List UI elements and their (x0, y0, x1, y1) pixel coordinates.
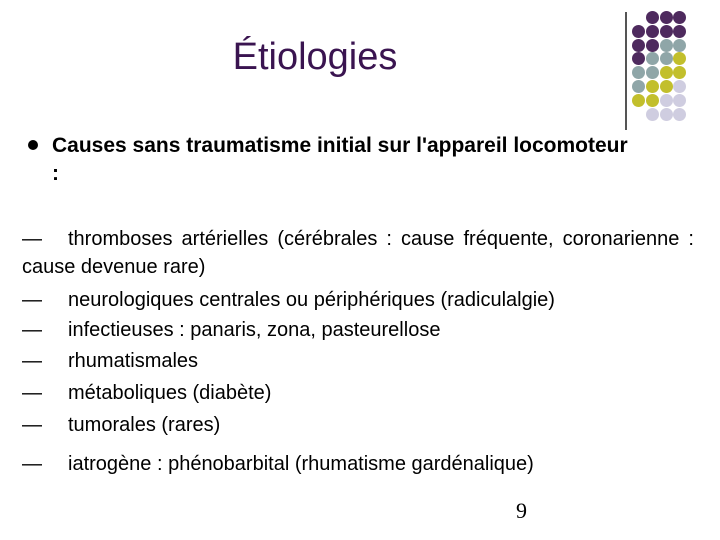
decorative-dot (646, 66, 659, 79)
dash-marker: — (22, 453, 42, 475)
decorative-dot-grid (0, 0, 720, 130)
decorative-dot (660, 52, 673, 65)
list-item-text: tumorales (rares) (68, 414, 221, 436)
page-number: 9 (516, 498, 527, 523)
decorative-dot (673, 52, 686, 65)
dash-marker: — (22, 319, 42, 341)
bullet-icon (28, 140, 38, 150)
decorative-dot (660, 108, 673, 121)
list-item-text: rhumatismales (68, 350, 199, 372)
decorative-dot (632, 80, 645, 93)
decorative-dot (660, 11, 673, 24)
decorative-dot (646, 39, 659, 52)
decorative-dot (660, 39, 673, 52)
decorative-dot (646, 52, 659, 65)
decorative-dot (660, 25, 673, 38)
dash-marker: — (22, 289, 42, 311)
decorative-dot (646, 80, 659, 93)
decorative-dot (660, 94, 673, 107)
decorative-dot (660, 66, 673, 79)
list-item-text: neurologiques centrales ou périphériques (radiculalgie) (68, 289, 555, 311)
decorative-dot (673, 11, 686, 24)
slide-title: Étiologies (232, 36, 398, 78)
decorative-dot (646, 108, 659, 121)
list-item-text: iatrogène : phénobarbital (rhumatisme gardénalique) (68, 453, 534, 475)
decorative-dot (632, 25, 645, 38)
decorative-dot (673, 39, 686, 52)
decorative-dot (673, 94, 686, 107)
dash-marker: — (22, 414, 42, 436)
decorative-dot (632, 39, 645, 52)
decorative-dot (632, 94, 645, 107)
decorative-dot (646, 25, 659, 38)
decorative-dot (673, 25, 686, 38)
heading-text: Causes sans traumatisme initial sur l'appareil locomoteur : (52, 134, 628, 185)
decorative-dot (632, 52, 645, 65)
dash-marker: — (22, 350, 42, 372)
dash-marker: — (22, 228, 42, 250)
decorative-dot (673, 108, 686, 121)
decorative-dot (632, 66, 645, 79)
list-item-text: thromboses artérielles (cérébrales : cause fréquente, coronarienne : cause devenue rare) (22, 228, 694, 278)
list-item-text: infectieuses : panaris, zona, pasteurellose (68, 319, 441, 341)
decorative-dot (673, 66, 686, 79)
decorative-dot (673, 80, 686, 93)
decorative-dot (646, 94, 659, 107)
decorative-dot (646, 11, 659, 24)
list-item-text: métaboliques (diabète) (68, 382, 272, 404)
decorative-dot (660, 80, 673, 93)
dash-marker: — (22, 382, 42, 404)
